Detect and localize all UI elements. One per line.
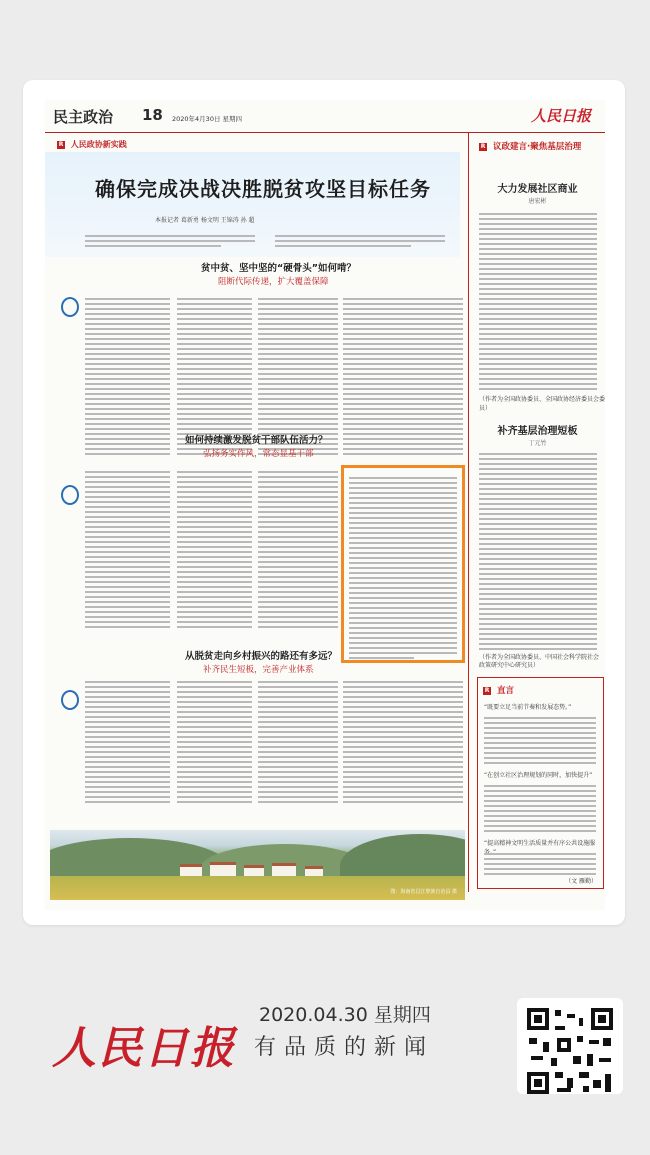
text-column (177, 678, 252, 806)
page-header (45, 100, 605, 133)
text-column (479, 210, 597, 393)
section-name: 民主政治 (53, 108, 114, 126)
text-column (343, 295, 463, 458)
text-column (85, 468, 170, 631)
photo-caption: 图：海南省昌江黎族自治县 摄 (390, 889, 457, 895)
right-sidebar (468, 132, 605, 892)
sidebar-article2-source: （作者为全国政协委员、中国社会科学院社会政策研究中心研究员） (479, 654, 600, 669)
text-column (484, 782, 596, 835)
text-column (85, 678, 170, 806)
lead-intro-right (275, 232, 445, 250)
lead-bylines: 本报记者 葛新勇 杨文明 王锦涛 孙 超 (155, 217, 255, 224)
subheadline-3: 从脱贫走向乡村振兴的路还有多远？ (185, 651, 338, 662)
footer-slogan: 有品质的新闻 (254, 1035, 435, 1060)
column-tag (57, 139, 127, 150)
correspondent-icon (61, 297, 79, 317)
text-column (177, 468, 252, 631)
text-column (258, 468, 338, 631)
sidebar-section-head (479, 140, 581, 152)
zhiyan-signature: （文 雁勤） (565, 878, 597, 885)
zhiyan-quote-2: “在创立社区治理规划的同时，加快提升” (484, 772, 593, 779)
lead-intro-left (85, 232, 255, 250)
zhiyan-tag-icon: R (484, 687, 490, 694)
text-column (85, 295, 170, 458)
zhiyan-head (483, 684, 514, 696)
subheadline-1: 贫中贫、坚中坚的“硬骨头”如何啃？ (201, 263, 356, 274)
text-column (343, 678, 463, 806)
sidebar-tag-icon: R (480, 143, 486, 150)
zhiyan-label: 直言 (496, 686, 514, 696)
text-column (258, 678, 338, 806)
subheadline-2: 如何持续激发脱贫干部队伍活力？ (185, 435, 328, 446)
column-tag-icon: R (58, 141, 64, 148)
village-photo (50, 830, 465, 900)
text-column (484, 850, 596, 878)
lead-intro (85, 232, 445, 254)
newspaper-page[interactable] (45, 100, 605, 910)
highlighted-paragraph-frame[interactable] (341, 465, 465, 663)
zhiyan-box (477, 677, 604, 889)
subdeck-2: 弘扬务实作风，常态显基干部 (203, 449, 314, 459)
sidebar-article2-author: 丁元竹 (528, 440, 547, 447)
newspaper-masthead-small: 人民日报 (530, 107, 591, 125)
sidebar-article2-title: 补齐基层治理短板 (497, 426, 578, 437)
subdeck-1: 阻断代际传递，扩大覆盖保障 (218, 277, 329, 287)
correspondent-icon (61, 485, 79, 505)
page-number: 18 (142, 106, 163, 124)
sidebar-article1-title: 大力发展社区商业 (497, 184, 578, 195)
edition-date: 2020年4月30日 星期四 (172, 115, 243, 123)
subdeck-3: 补齐民生短板，完善产业体系 (203, 665, 314, 675)
qr-code-icon[interactable] (527, 1008, 613, 1094)
footer-masthead-logo: 人民日报 (52, 1023, 236, 1074)
sidebar-article1-author: 唐宏彬 (528, 198, 547, 205)
correspondent-icon (61, 690, 79, 710)
lead-headline: 确保完成决战决胜脱贫攻坚目标任务 (95, 177, 431, 201)
text-column (479, 450, 597, 653)
footer-date: 2020.04.30 星期四 (259, 1004, 431, 1026)
column-tag-label: 人民政协新实践 (70, 140, 127, 149)
sidebar-section-label: 议政建言·聚焦基层治理 (492, 142, 582, 152)
zhiyan-quote-1: “既要立足当前节奏和发展态势。” (484, 704, 572, 711)
text-column (484, 714, 596, 767)
zhiyan-quote-3: “提高精神文明生活质量并有序公共设施服 (484, 840, 596, 847)
sidebar-article1-source: （作者为全国政协委员、全国政协经济委员会委员） (479, 396, 605, 412)
